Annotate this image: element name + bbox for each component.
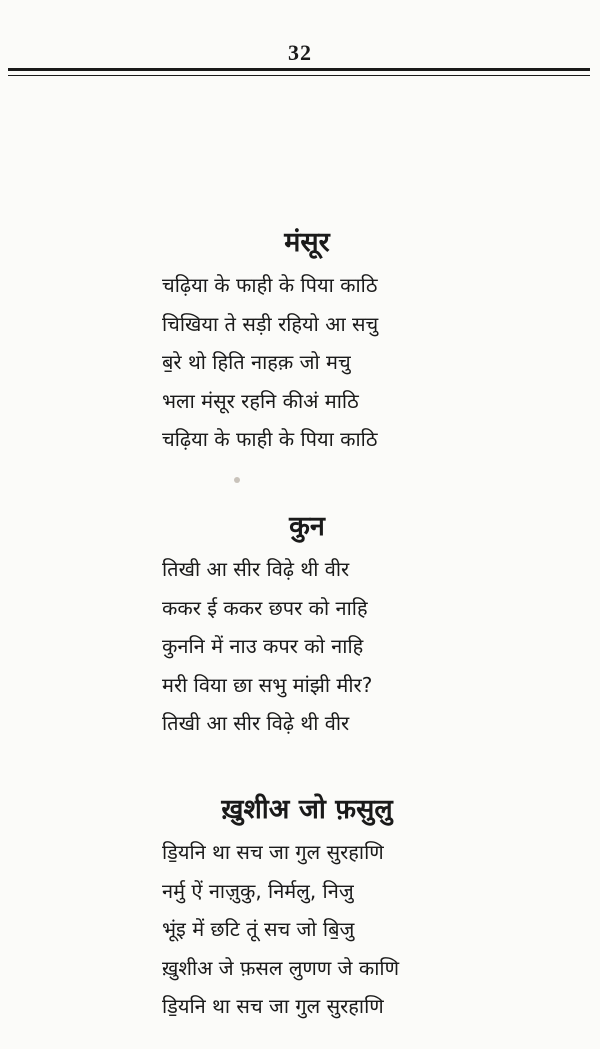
poem-line: भला मंसूर रहनि कीअं माठि — [162, 388, 359, 413]
poem-line: चढ़िया के फाही के पिया काठि — [162, 427, 378, 451]
poem-title: कुन — [289, 511, 325, 542]
poem-line: चिखिया ते सड़ी रहियो आ सचु — [162, 311, 379, 336]
poem-khushia-jo-fasulu — [162, 793, 452, 1026]
poem-line: भूंइ में छटि तूं सच जो बि॒जु — [162, 917, 355, 941]
poem-kun — [162, 510, 452, 743]
poem-line: नर्मु ऐं नाज़ुकु, निर्मलु, निजु — [162, 878, 354, 903]
header-rule-thin — [8, 75, 590, 76]
poem-stanza — [162, 550, 452, 743]
poem-line: तिखी आ सीर विढ़े थी वीर — [162, 711, 350, 735]
poem-line: कुननि में नाउ कपर को नाहि — [162, 634, 364, 658]
poem-title: मंसूर — [284, 227, 330, 258]
poem-line: मरी विया छा सभु मांझी मीर? — [162, 672, 373, 697]
poem-title: ख़ुशीअ जो फ़सुलु — [221, 794, 393, 825]
header-rule-thick — [8, 68, 590, 71]
poem-line: ख़ुशीअ जे फ़सल लुणण जे काणि — [162, 955, 400, 980]
poem-line: ब॒रे थो हिति नाहक़ जो मचु — [162, 350, 351, 374]
poem-line: तिखी आ सीर विढ़े थी वीर — [162, 557, 350, 581]
poem-line: डि॒यनि था सच जा गुल सुरहाणि — [162, 840, 384, 864]
poem-line: डि॒यनि था सच जा गुल सुरहाणि — [162, 994, 384, 1018]
page-number: 32 — [288, 40, 312, 65]
poem-mansur — [162, 226, 452, 459]
poem-stanza — [162, 266, 452, 459]
paper-speck — [234, 477, 240, 483]
poem-stanza — [162, 833, 452, 1026]
poem-line: चढ़िया के फाही के पिया काठि — [162, 273, 378, 297]
poem-line: ककर ई ककर छपर को नाहि — [162, 595, 368, 620]
